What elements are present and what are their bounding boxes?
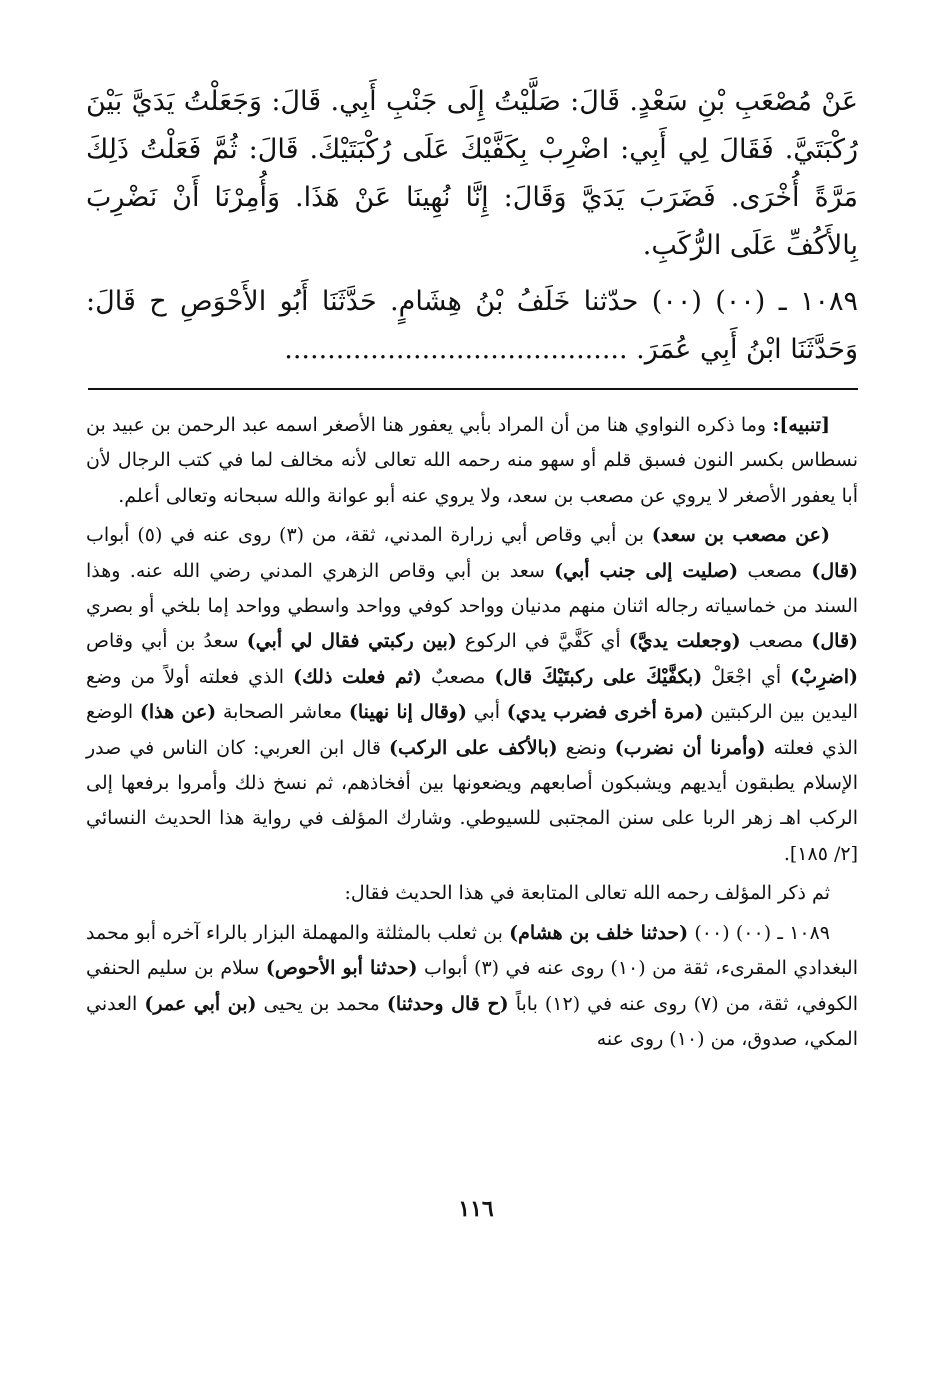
isnad-commentary-paragraph — [86, 916, 858, 1058]
segment: بن أبي وقاص أبي زرارة المدني، ثقة، من (٣) روى عنه في (٥) أبواب — [86, 524, 652, 547]
tanbih-paragraph — [86, 408, 858, 514]
segment: سلام بن سليم الحنفي الكوفي، ثقة، من (٧) روى عنه في (١٢) باباً — [86, 957, 859, 1015]
segment: أي كَفَّيَّ في الركوع — [456, 630, 629, 653]
segment: (اضرِبْ) — [790, 665, 858, 688]
segment: ونضع — [557, 736, 615, 759]
segment: قال ابن العربي: كان الناس في صدر الإسلام يطبقون أيديهم ويشبكون أصابعهم ويضعونها بين أفخاذهم، ثم نسخ ذلك وأمروا برفعها إلى الركب اهـ زهر الربا على سنن المجتبى للسيوطي. وشارك المؤلف في رواية هذا الحديث النسائي [٢/ ١٨٥]. — [86, 736, 858, 865]
segment: (مرة أخرى فضرب يدي) — [506, 701, 704, 724]
page-number: ١١٦ — [458, 1196, 494, 1222]
segment: العدني المكي، صدوق، من (١٠) روى عنه — [86, 992, 858, 1050]
segment: بن ثعلب بالمثلثة والمهملة البزار بالراء آخره أبو محمد البغدادي المقرىء، ثقة من (١٠) روى عنه في (٣) أبواب — [86, 921, 858, 980]
footnote-divider — [88, 388, 858, 390]
segment: (صليت إلى جنب أبي) — [554, 559, 739, 582]
segment: الذي فعلته أولاً من وضع اليدين بين الركبتين — [86, 665, 859, 724]
segment: (عن مصعب بن سعد) — [651, 524, 831, 547]
segment: (بين ركبتي فقال لي أبي) — [246, 630, 457, 653]
segment: معاشر الصحابة — [216, 701, 349, 724]
segment: (عن هذا) — [139, 701, 217, 724]
transition-paragraph: ثم ذكر المؤلف رحمه الله تعالى المتابعة في هذا الحديث فقال: — [344, 882, 830, 905]
tanbih-text: وما ذكره النواوي هنا من أن المراد بأبي يعفور هنا الأصغر اسمه عبد الرحمن بن عبيد بن نسطاس بكسر النون فسبق قلم أو سهو منه رحمه الله تعالى لأنه مخالف لما في كتب الرجال لأن أبا يعفور الأصغر لا يروي عن مصعب بن سعد، ولا يروي عنه أبو عوانة والله سبحانه وتعالى أعلم. — [86, 414, 858, 507]
segment: (قال) — [811, 559, 858, 582]
segment: مصعب — [738, 559, 812, 582]
segment: مصعب — [740, 630, 812, 653]
ellipsis-dots: ........................................ — [284, 334, 628, 365]
tanbih-label: [تنبيه]: — [772, 414, 830, 436]
isnad-paragraph — [86, 278, 858, 374]
segment: (بالأكف على الركب) — [389, 736, 558, 759]
segment: أي اجْعَلْ — [702, 665, 791, 688]
segment: (وأمرنا أن نضرب) — [614, 736, 766, 759]
document-page — [86, 78, 858, 1308]
segment: (قال) — [811, 630, 859, 653]
segment: أبي — [466, 701, 507, 724]
segment: سعدُ بن أبي وقاص — [86, 630, 247, 653]
commentary-section — [86, 408, 858, 1057]
segment: (وقال إنا نهينا) — [348, 701, 467, 724]
segment: (بكفَّيْكَ على ركبتَيْكَ قال) — [494, 665, 703, 688]
isnad-text: ١٠٨٩ ـ (٠٠) (٠٠) حدّثنا خَلَفُ بْنُ هِشَامٍ. حَدَّثَنَا أَبُو الأَحْوَصِ ح قَالَ: وَحَدَّثَنَا ابْنُ أَبِي عُمَرَ. — [86, 286, 859, 365]
segment: محمد بن يحيى — [256, 992, 387, 1015]
segment: (حدثنا أبو الأحوص) — [265, 957, 418, 980]
segment: (ح قال وحدثنا) — [386, 992, 509, 1015]
hadith-text — [86, 78, 858, 374]
segment: (بن أبي عمر) — [144, 992, 257, 1015]
segment: سعد بن أبي وقاص الزهري المدني رضي الله عنه. وهذا السند من خماسياته رجاله اثنان منهم مدنيان وواحد كوفي وواحد واسطي وواحد إما بلخي أو بصري — [86, 559, 858, 618]
segment: الوضع الذي فعلته — [86, 701, 858, 759]
segment: مصعبٌ — [421, 665, 495, 688]
explanation-paragraph — [86, 518, 858, 872]
hadith-paragraph: عَنْ مُصْعَبِ بْنِ سَعْدٍ. قَالَ: صَلَّيْتُ إِلَى جَنْبِ أَبِي. قَالَ: وَجَعَلْتُ يَدَيَّ بَيْنَ رُكْبَتَيَّ. فَقَالَ لِي أَبِي: اضْرِبْ بِكَفَّيْكَ عَلَى رُكْبَتَيْكَ. قَالَ: ثُمَّ فَعَلْتُ ذَلِكَ مَرَّةً أُخْرَى. فَضَرَبَ يَدَيَّ وَقَالَ: إِنَّا نُهِينَا عَنْ هَذَا. وَأُمِرْنَا أَنْ نَضْرِبَ بِالأَكُفِّ عَلَى الرُّكَبِ. — [86, 86, 858, 261]
segment: (ثم فعلت ذلك) — [293, 665, 422, 688]
segment: (حدثنا خلف بن هشام) — [509, 921, 689, 944]
segment: ١٠٨٩ ـ (٠٠) (٠٠) — [688, 921, 831, 944]
segment: (وجعلت يديَّ) — [628, 630, 741, 653]
